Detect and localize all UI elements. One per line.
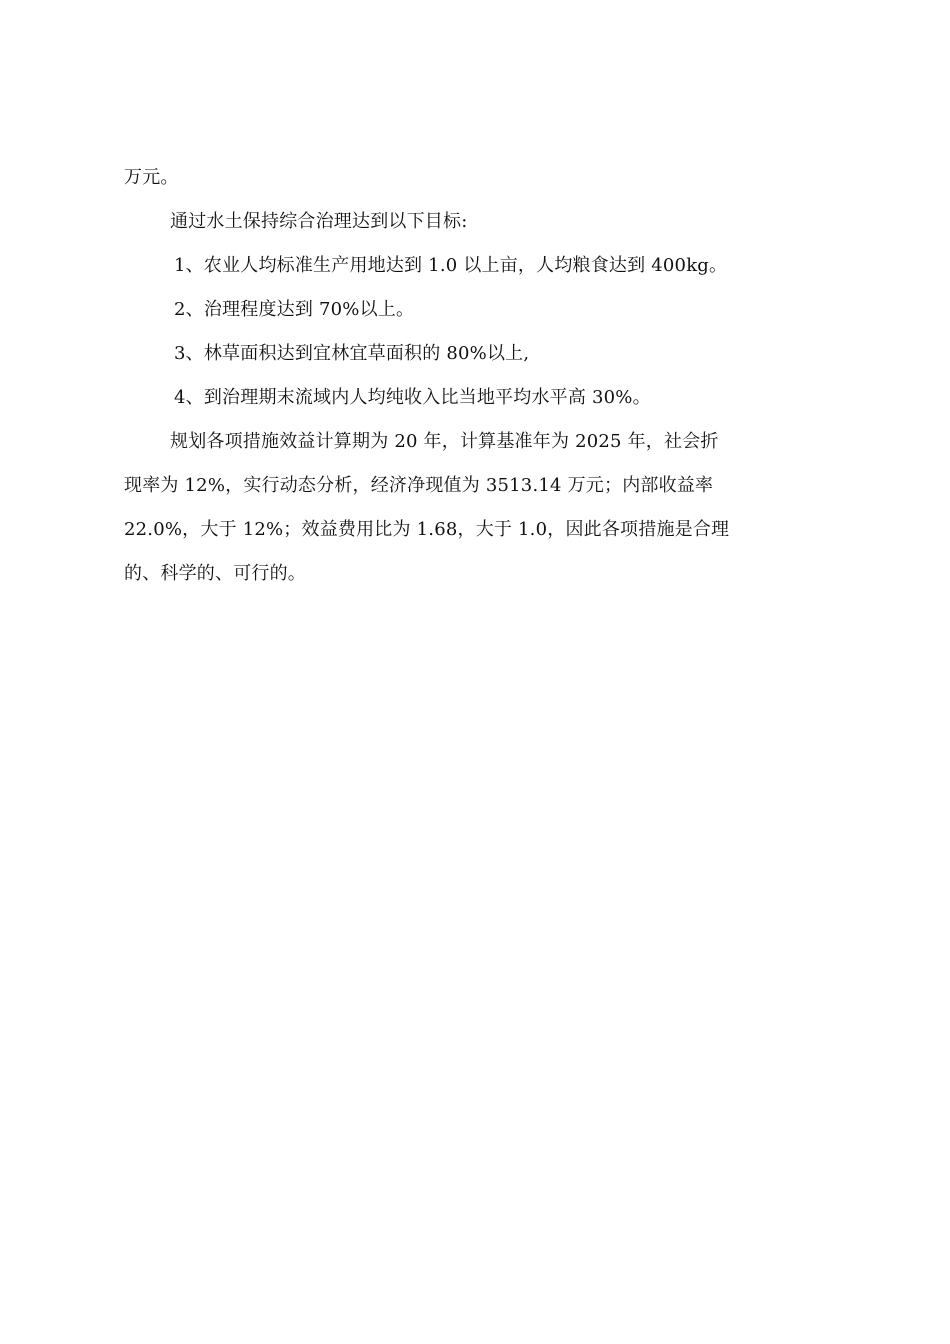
goal-item-2: 2、治理程度达到 70%以上。 bbox=[174, 299, 415, 320]
benefit-paragraph-line-2: 现率为 12%，实行动态分析，经济净现值为 3513.14 万元；内部收益率 bbox=[124, 475, 714, 496]
goal-item-1: 1、农业人均标准生产用地达到 1.0 以上亩，人均粮食达到 400kg。 bbox=[174, 255, 728, 276]
paragraph-line-carryover: 万元。 bbox=[124, 167, 179, 188]
benefit-paragraph-line-4: 的、科学的、可行的。 bbox=[124, 563, 306, 584]
goal-item-4: 4、到治理期末流域内人均纯收入比当地平均水平高 30%。 bbox=[174, 387, 651, 408]
benefit-paragraph-line-1: 规划各项措施效益计算期为 20 年，计算基准年为 2025 年，社会折 bbox=[170, 431, 719, 452]
benefit-paragraph-line-3: 22.0%，大于 12%；效益费用比为 1.68，大于 1.0，因此各项措施是合理 bbox=[124, 519, 730, 540]
goal-item-3: 3、林草面积达到宜林宜草面积的 80%以上, bbox=[174, 343, 530, 364]
paragraph-goals-intro: 通过水土保持综合治理达到以下目标: bbox=[170, 211, 468, 232]
document-body bbox=[124, 156, 830, 596]
